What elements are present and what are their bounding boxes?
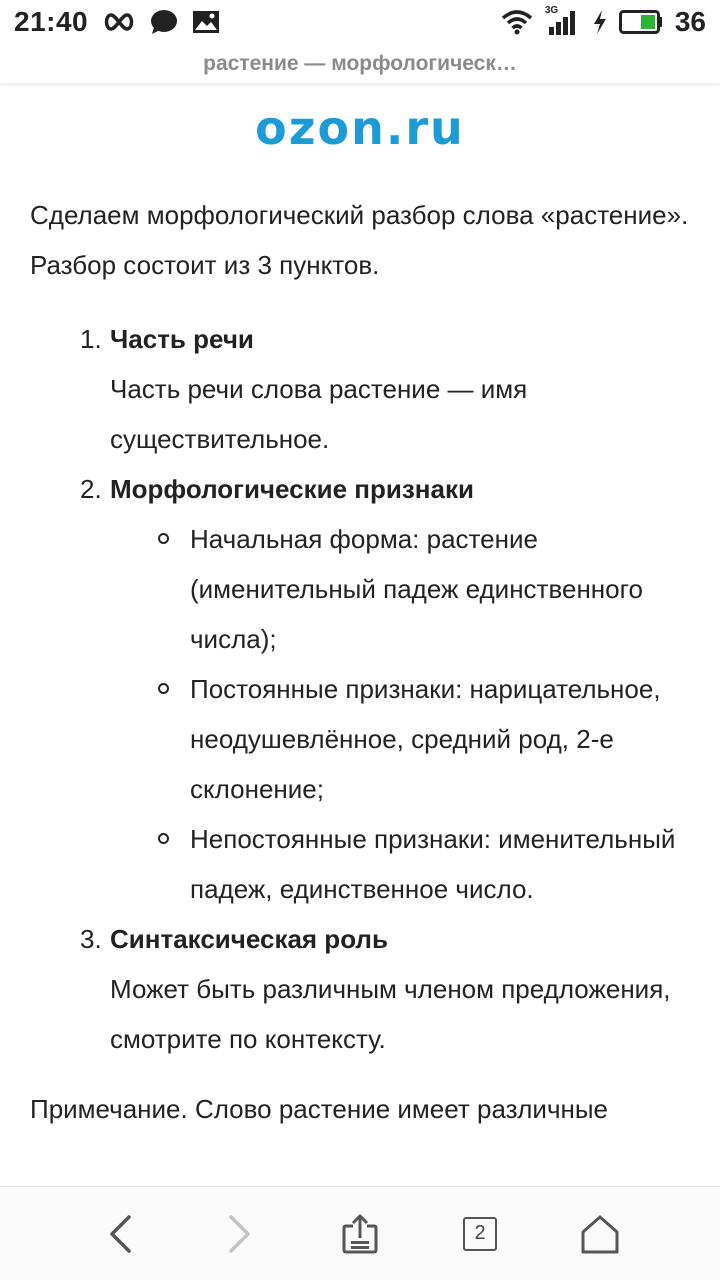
tabs-button[interactable] [450, 1204, 510, 1264]
back-button[interactable] [90, 1204, 150, 1264]
network-label: 3G [544, 5, 559, 16]
battery-level: 36 [674, 6, 706, 37]
wifi-icon [501, 9, 533, 35]
bullet-text: Постоянные признаки: нарицательное, неодушевлённое, средний род, 2-е склонение; [190, 674, 661, 804]
section-text: Часть речи слова растение — имя существительное. [110, 374, 528, 454]
forward-icon [227, 1214, 253, 1254]
battery-icon [619, 10, 663, 34]
section-title: Часть речи [110, 324, 254, 354]
list-item [0, 914, 720, 1064]
back-icon [107, 1214, 133, 1254]
charging-icon [593, 10, 607, 34]
section-title: Морфологические признаки [110, 474, 474, 504]
share-icon [340, 1214, 380, 1254]
list-number: 2. [80, 474, 102, 504]
tabs-icon: 2 [463, 1217, 497, 1251]
forward-button[interactable] [210, 1204, 270, 1264]
list-item [0, 464, 720, 914]
list-number: 3. [80, 924, 102, 954]
signal-icon [544, 5, 581, 35]
image-icon [192, 10, 220, 34]
status-right [501, 6, 706, 38]
section-title: Синтаксическая роль [110, 924, 388, 954]
ad-banner[interactable] [0, 86, 720, 170]
article-note: Примечание. Слово растение имеет различные [30, 1094, 608, 1124]
bullet-text: Непостоянные признаки: именительный падеж, единственное число. [190, 824, 676, 904]
status-left [14, 6, 220, 38]
home-button[interactable] [570, 1204, 630, 1264]
chat-bubble-icon [150, 9, 178, 35]
section-text: Может быть различным членом предложения, смотрите по контексту. [110, 974, 671, 1054]
list-item [0, 314, 720, 464]
bullet-item [110, 514, 696, 664]
article-intro: Сделаем морфологический разбор слова «растение». Разбор состоит из 3 пунктов. [30, 200, 689, 280]
bullet-icon [158, 833, 169, 844]
ozon-logo[interactable]: ozon.ru [255, 101, 465, 155]
bullet-item [110, 664, 696, 814]
article-content [0, 190, 720, 1180]
bottom-nav [0, 1186, 720, 1280]
share-button[interactable] [330, 1204, 390, 1264]
bullet-text: Начальная форма: растение (именительный падеж единственного числа); [190, 524, 643, 654]
bullet-item [110, 814, 696, 914]
bullet-icon [158, 533, 169, 544]
infinity-icon [102, 11, 136, 33]
page-title: растение — морфологическ… [203, 51, 517, 75]
bullet-icon [158, 683, 169, 694]
status-bar [0, 0, 720, 44]
features-list [110, 514, 696, 914]
home-icon [579, 1214, 621, 1254]
status-time: 21:40 [14, 6, 89, 37]
url-bar[interactable] [0, 44, 720, 84]
analysis-list [0, 314, 720, 1064]
list-number: 1. [80, 324, 102, 354]
